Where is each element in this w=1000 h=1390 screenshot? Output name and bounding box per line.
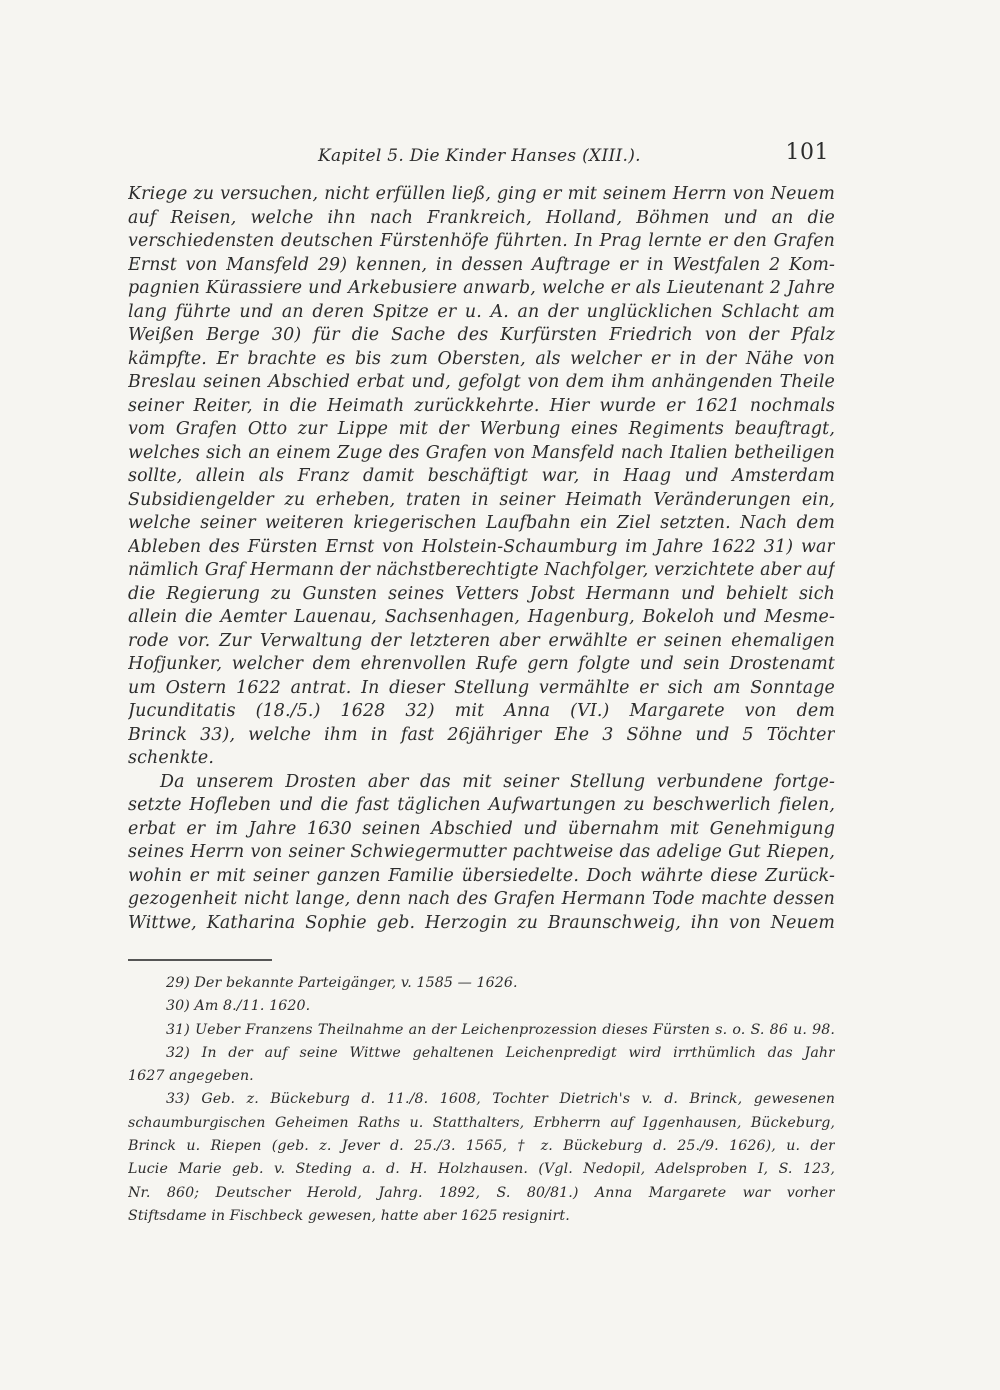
text-line: rode vor. Zur Verwaltung der letzteren aber erwählte er seinen ehemaligen [128,630,835,651]
text-line: nämlich Graf Hermann der nächstberechtigte Nachfolger, verzichtete aber auf [128,560,835,580]
text-line: Hofjunker, welcher dem ehrenvollen Rufe gern folgte und sein Drostenamt [128,654,835,674]
text-line: erbat er im Jahre 1630 seinen Abschied und übernahm mit Genehmigung [128,818,835,839]
text-line: Subsidiengelder zu erheben, traten in seiner Heimath Veränderungen ein, [128,489,835,510]
page-number: 101 [785,140,829,165]
text-line: Weißen Berge 30) für die Sache des Kurfürsten Friedrich von der Pfalz [128,325,835,345]
text-line: sollte, allein als Franz damit beschäftigt war, in Haag und Amsterdam [128,466,835,486]
text-line: verschiedensten deutschen Fürstenhöfe führten. In Prag lernte er den Grafen [128,231,835,251]
main-text [128,183,835,935]
text-line: auf Reisen, welche ihn nach Frankreich, Holland, Böhmen und an die [128,207,835,228]
text-line: Ernst von Mansfeld 29) kennen, in dessen Auftrage er in Westfalen 2 Kom- [128,254,835,275]
footnote-32: 32) In der auf seine Wittwe gehaltenen Leichenpredigt wird irrthümlich das Jahr [166,1044,835,1061]
running-head [128,140,835,172]
text-line: die Regierung zu Gunsten seines Vetters Jobst Hermann und behielt sich [128,583,835,604]
text-line: schenkte. [128,748,215,768]
text-line: vom Grafen Otto zur Lippe mit der Werbung eines Regiments beauftragt, [128,419,835,439]
text-line: Breslau seinen Abschied erbat und, gefolgt von dem ihm anhängenden Theile [128,372,835,392]
footnote-32-continued: 1627 angegeben. [128,1068,254,1085]
text-line: Da unserem Drosten aber das mit seiner Stellung verbundene fortge- [160,771,835,792]
text-line: Jucunditatis (18./5.) 1628 32) mit Anna (VI.) Margarete von dem [128,701,835,721]
text-line: gezogenheit nicht lange, denn nach des Grafen Hermann Tode machte dessen [128,889,835,909]
footnote-33-continued: schaumburgischen Geheimen Raths u. Statthalters, Erbherrn auf Iggenhausen, Bückeburg, [128,1114,835,1131]
footnote-30: 30) Am 8./11. 1620. [166,998,311,1015]
footnote-33-continued: Brinck u. Riepen (geb. z. Jever d. 25./3. 1565, † z. Bückeburg d. 25./9. 1626), u. der [128,1138,835,1155]
footnote-33-continued: Stiftsdame in Fischbeck gewesen, hatte aber 1625 resignirt. [128,1207,570,1224]
text-line: allein die Aemter Lauenau, Sachsenhagen, Hagenburg, Bokeloh und Mesme- [128,607,835,627]
footnotes [128,972,835,1228]
footnote-33-continued: Lucie Marie geb. v. Steding a. d. H. Holzhausen. (Vgl. Nedopil, Adelsproben I, S. 123, [128,1161,835,1178]
footnote-29: 29) Der bekannte Parteigänger, v. 1585 — 1626. [166,975,518,991]
text-line: um Ostern 1622 antrat. In dieser Stellung vermählte er sich am Sonntage [128,677,835,698]
footnote-31: 31) Ueber Franzens Theilnahme an der Leichenprozession dieses Fürsten s. o. S. 86 u. 98. [166,1021,835,1038]
text-line: Kriege zu versuchen, nicht erfüllen ließ, ging er mit seinem Herrn von Neuem [128,184,835,204]
footnote-divider [128,959,272,961]
text-line: setzte Hofleben und die fast täglichen Aufwartungen zu beschwerlich fielen, [128,795,835,815]
text-line: lang führte und an deren Spitze er u. A. an der unglücklichen Schlacht am [128,301,835,322]
footnote-33-continued: Nr. 860; Deutscher Herold, Jahrg. 1892, S. 80/81.) Anna Margarete war vorher [128,1184,835,1201]
footnote-33: 33) Geb. z. Bückeburg d. 11./8. 1608, Tochter Dietrich's v. d. Brinck, gewesenen [166,1091,835,1108]
text-line: Wittwe, Katharina Sophie geb. Herzogin zu Braunschweig, ihn von Neuem [128,912,835,933]
text-line: seines Herrn von seiner Schwiegermutter pachtweise das adelige Gut Riepen, [128,842,835,862]
text-line: Ableben des Fürsten Ernst von Holstein-Schaumburg im Jahre 1622 31) war [128,536,835,557]
text-line: welches sich an einem Zuge des Grafen von Mansfeld nach Italien betheiligen [128,442,835,463]
running-title: Kapitel 5. Die Kinder Hanses (XIII.). [318,146,641,166]
text-line: pagnien Kürassiere und Arkebusiere anwarb, welche er als Lieutenant 2 Jahre [128,278,835,298]
text-line: welche seiner weiteren kriegerischen Laufbahn ein Ziel setzten. Nach dem [128,513,835,533]
text-line: wohin er mit seiner ganzen Familie übersiedelte. Doch währte diese Zurück- [128,865,835,886]
text-line: seiner Reiter, in die Heimath zurückkehrte. Hier wurde er 1621 nochmals [128,395,835,416]
text-line: Brinck 33), welche ihm in fast 26jähriger Ehe 3 Söhne und 5 Töchter [128,724,835,745]
text-line: kämpfte. Er brachte es bis zum Obersten, als welcher er in der Nähe von [128,348,835,369]
